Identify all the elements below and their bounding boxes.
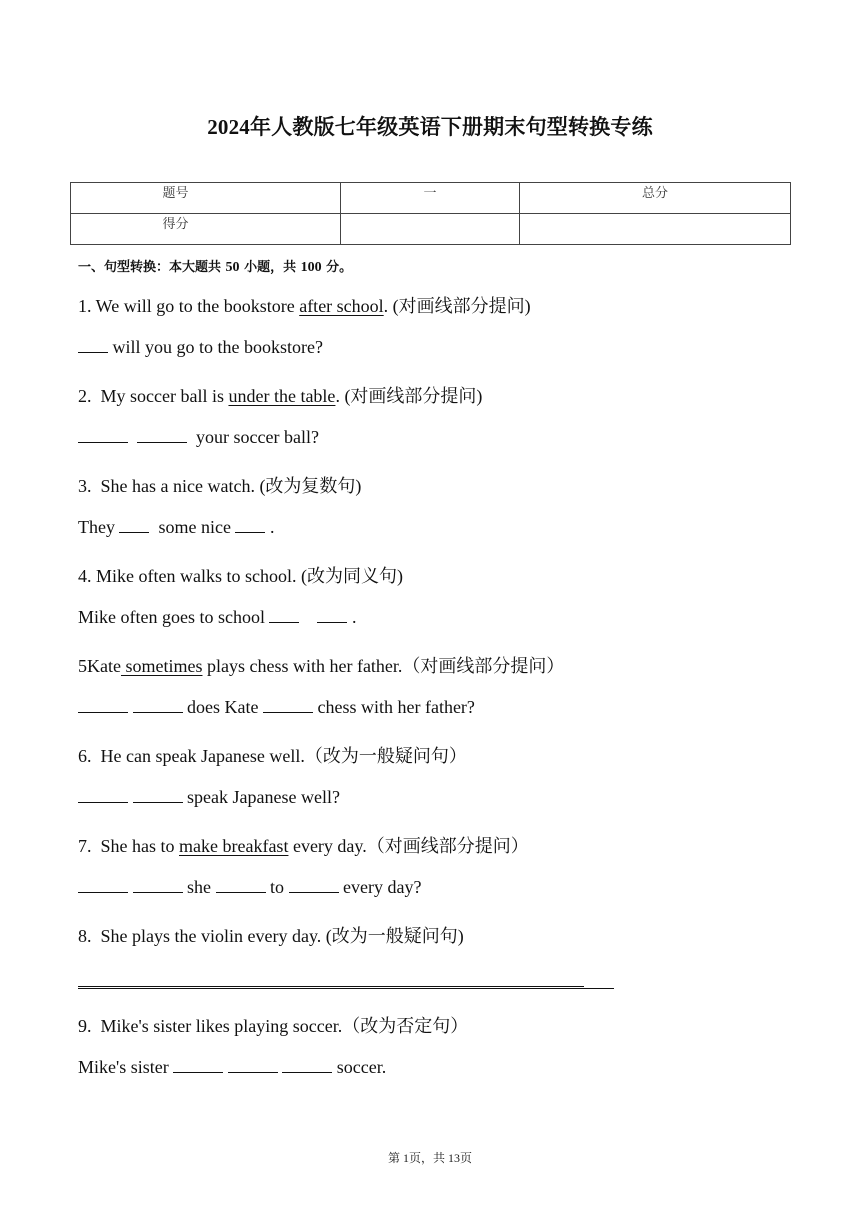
answer-blank[interactable]: [289, 877, 339, 893]
underlined-phrase: under the table: [228, 386, 336, 406]
header-section-one: 一: [423, 186, 437, 201]
question-4-prompt: [78, 562, 403, 588]
answer-blank[interactable]: [216, 877, 266, 893]
answer-blank[interactable]: [133, 787, 183, 803]
page-footer: 第 1页，共 13页: [387, 1151, 472, 1165]
question-5-answer: [78, 697, 475, 718]
answer-text: every day?: [338, 877, 422, 897]
answer-blank[interactable]: [78, 787, 128, 803]
header-total-score: 总分: [641, 186, 668, 201]
answer-text: Mike's sister: [78, 1057, 174, 1077]
answer-blank[interactable]: [282, 1057, 332, 1073]
score-table-cell: [341, 183, 520, 214]
question-4-answer: [78, 607, 356, 628]
document-title: 2024年人教版七年级英语下册期末句型转换专练: [207, 115, 653, 139]
answer-text: They: [78, 517, 120, 537]
question-7-answer: [78, 877, 421, 898]
answer-blank[interactable]: [133, 877, 183, 893]
question-text: 9. Mike's sister likes playing soccer.（改为否定句）: [78, 1016, 469, 1036]
section-points: 100: [300, 260, 322, 275]
question-instruction: every day.（对画线部分提问）: [288, 836, 529, 856]
answer-blank[interactable]: [78, 697, 128, 713]
score-table-header-row: [71, 183, 791, 214]
answer-blank[interactable]: [78, 877, 128, 893]
answer-blank[interactable]: [269, 607, 299, 623]
question-text: 4. Mike often walks to school. (改为同义句): [78, 566, 403, 586]
answer-blank[interactable]: [317, 607, 347, 623]
score-table: [70, 182, 791, 245]
question-3-prompt: [78, 472, 361, 498]
score-table-cell: [71, 214, 341, 245]
question-8-prompt: [78, 922, 464, 948]
answer-text: does Kate: [182, 697, 263, 717]
answer-blank[interactable]: [263, 697, 313, 713]
answer-text: chess with her father?: [312, 697, 475, 717]
answer-text: speak Japanese well?: [182, 787, 340, 807]
question-text: 2. My soccer ball is: [78, 386, 229, 406]
total-score-input-cell[interactable]: [520, 214, 791, 245]
question-text: 1. We will go to the bookstore: [78, 296, 300, 316]
question-6-answer: [78, 787, 340, 808]
answer-text: will you go to the bookstore?: [108, 337, 323, 357]
score-table-score-row: [71, 214, 791, 245]
section-suffix: 分。: [326, 260, 353, 275]
answer-text: Mike often goes to school: [78, 607, 270, 627]
answer-blank[interactable]: [78, 427, 128, 443]
question-2-prompt: [78, 382, 482, 408]
question-9-answer: [78, 1057, 386, 1078]
answer-blank[interactable]: [133, 697, 183, 713]
answer-text: some nice: [149, 517, 236, 537]
section-prefix: 一、句型转换：本大题共: [78, 260, 222, 275]
answer-blank[interactable]: [173, 1057, 223, 1073]
section-middle: 小题，共: [244, 260, 297, 275]
section-question-count: 50: [225, 260, 240, 275]
row-label-score: 得分: [162, 217, 189, 232]
header-question-number: 题号: [162, 186, 189, 201]
question-text: 8. She plays the violin every day. (改为一般疑问句): [78, 926, 464, 946]
answer-text: soccer.: [332, 1057, 387, 1077]
question-2-answer: [78, 427, 319, 448]
question-1-prompt: [78, 292, 531, 318]
question-3-answer: [78, 517, 274, 538]
question-5-prompt: [78, 652, 564, 678]
question-9-prompt: [78, 1012, 468, 1038]
answer-long-blank[interactable]: [78, 986, 614, 988]
section-heading: [78, 256, 352, 276]
underlined-phrase: sometimes: [120, 656, 203, 676]
answer-blank[interactable]: [137, 427, 187, 443]
score-input-cell[interactable]: [341, 214, 520, 245]
answer-blank[interactable]: [78, 337, 108, 353]
score-table-cell: [520, 183, 791, 214]
question-6-prompt: [78, 742, 467, 768]
question-instruction: . (对画线部分提问): [335, 386, 483, 406]
question-text: 5Kate: [78, 656, 121, 676]
answer-blank[interactable]: [235, 517, 265, 533]
question-text: 3. She has a nice watch. (改为复数句): [78, 476, 362, 496]
answer-blank[interactable]: [119, 517, 149, 533]
answer-text: she: [182, 877, 216, 897]
answer-text: to: [265, 877, 289, 897]
question-instruction: . (对画线部分提问): [383, 296, 531, 316]
answer-text: your soccer ball?: [187, 427, 319, 447]
score-table-cell: [71, 183, 341, 214]
question-text: 7. She has to: [78, 836, 179, 856]
answer-text: .: [265, 517, 275, 537]
underlined-phrase: after school: [299, 296, 384, 316]
underlined-phrase: make breakfast: [179, 836, 289, 856]
question-1-answer: [78, 337, 323, 358]
question-instruction: plays chess with her father.（对画线部分提问）: [202, 656, 565, 676]
question-7-prompt: [78, 832, 529, 858]
answer-blank[interactable]: [228, 1057, 278, 1073]
question-text: 6. He can speak Japanese well.（改为一般疑问句）: [78, 746, 467, 766]
answer-text: .: [347, 607, 357, 627]
